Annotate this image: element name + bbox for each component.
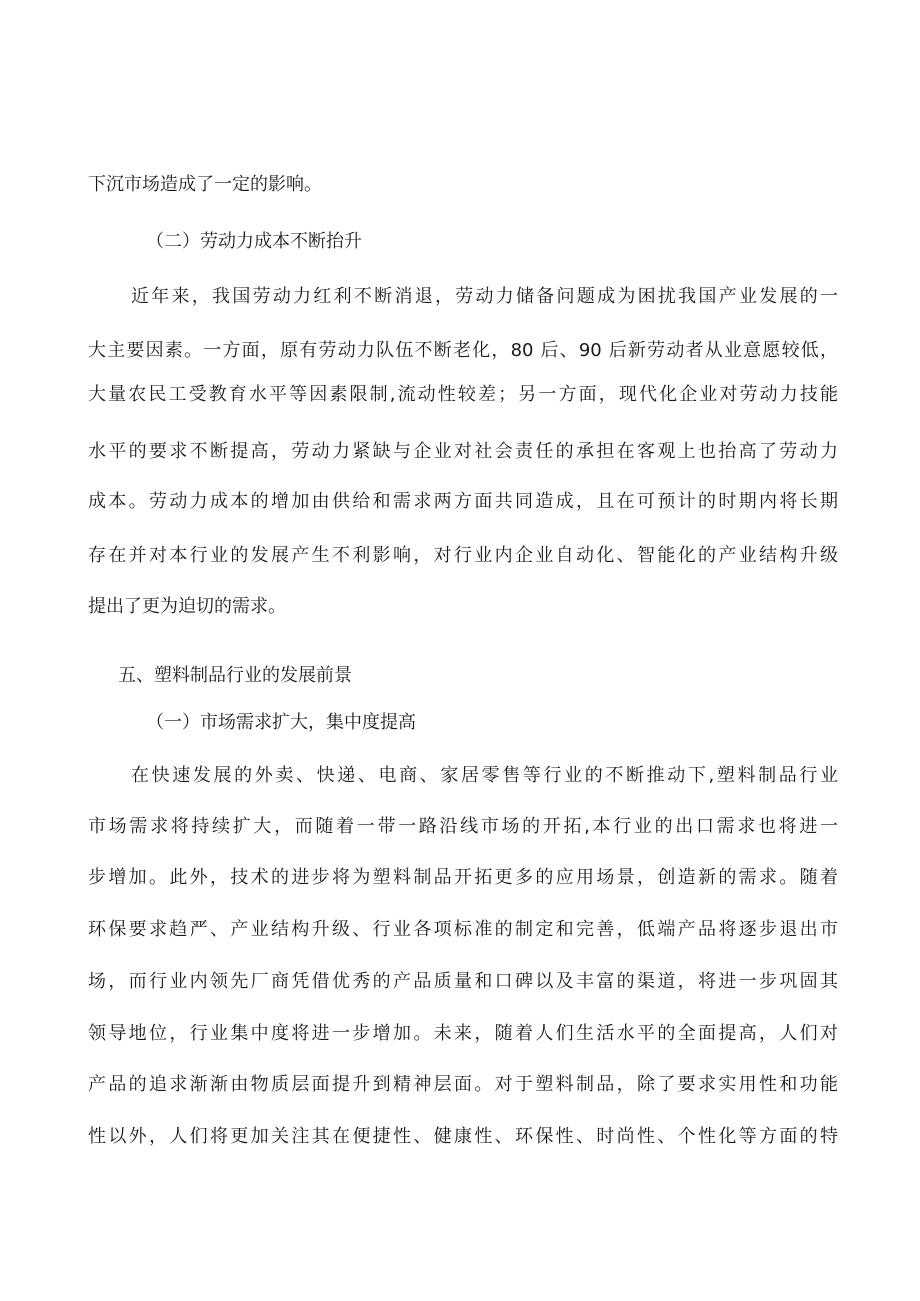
paragraph-line: 下沉市场造成了一定的影响。 [88,174,322,195]
paragraph-line: 成本。劳动力成本的增加由供给和需求两方面共同造成，且在可预计的时期内将长期 [88,491,838,512]
paragraph-line: 在快速发展的外卖、快递、电商、家居零售等行业的不断推动下,塑料制品行业 [131,765,838,786]
section-heading-labor-cost: （二）劳动力成本不断抬升 [146,231,362,252]
paragraph-line: 环保要求趋严、产业结构升级、行业各项标准的制定和完善，低端产品将逐步退出市 [88,919,838,940]
paragraph-line: 性以外，人们将更加关注其在便捷性、健康性、环保性、时尚性、个性化等方面的特 [88,1126,838,1147]
paragraph-line: 大量农民工受教育水平等因素限制,流动性较差；另一方面，现代化企业对劳动力技能 [88,384,838,405]
paragraph-line: 水平的要求不断提高，劳动力紧缺与企业对社会责任的承担在客观上也抬高了劳动力 [88,441,838,462]
paragraph-line: 大主要因素。一方面，原有劳动力队伍不断老化，80 后、90 后新劳动者从业意愿较低， [88,340,838,361]
paragraph-line: 产品的追求渐渐由物质层面提升到精神层面。对于塑料制品，除了要求实用性和功能 [88,1074,838,1095]
paragraph-line: 步增加。此外，技术的进步将为塑料制品开拓更多的应用场景，创造新的需求。随着 [88,867,838,888]
paragraph-line: 领导地位，行业集中度将进一步增加。未来，随着人们生活水平的全面提高，人们对 [88,1023,838,1044]
section-heading-market-demand: （一）市场需求扩大，集中度提高 [146,712,416,733]
section-heading-outlook: 五、塑料制品行业的发展前景 [118,665,352,686]
paragraph-line: 市场需求将持续扩大，而随着一带一路沿线市场的开拓,本行业的出口需求也将进一 [88,816,838,837]
paragraph-line: 近年来，我国劳动力红利不断消退，劳动力储备问题成为困扰我国产业发展的一 [131,286,838,307]
paragraph-line: 场，而行业内领先厂商凭借优秀的产品质量和口碑以及丰富的渠道，将进一步巩固其 [88,971,838,992]
paragraph-line: 存在并对本行业的发展产生不利影响，对行业内企业自动化、智能化的产业结构升级 [88,545,838,566]
paragraph-line: 提出了更为迫切的需求。 [88,596,286,617]
